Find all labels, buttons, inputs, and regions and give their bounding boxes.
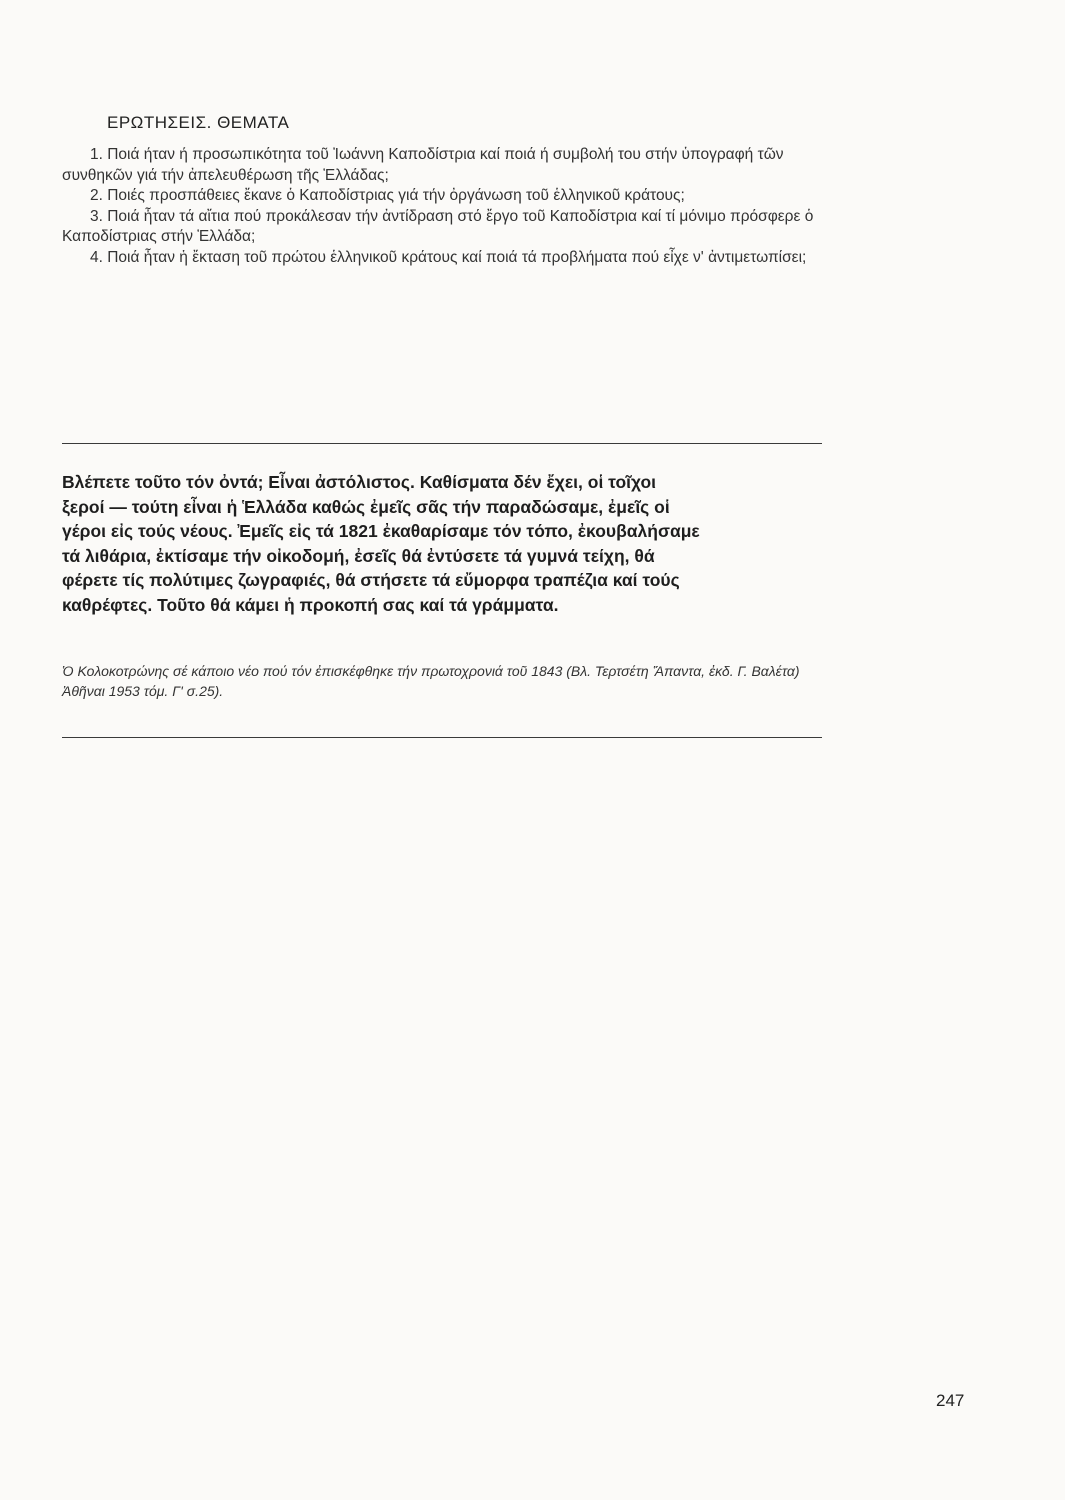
question-item: 4. Ποιά ἦταν ἡ ἔκταση τοῦ πρώτου ἑλληνικοῦ κράτους καί ποιά τά προβλήματα πού εἶχε ν' ἀντιμετωπίσει; [90, 248, 807, 266]
bottom-divider [62, 737, 822, 738]
quote-citation: Ὁ Κολοκοτρώνης σέ κάποιο νέο πού τόν ἐπισκέφθηκε τήν πρωτοχρονιά τοῦ 1843 (Βλ. Τερτσέτη Ἅπαντα, ἐκδ. Γ. Βαλέτα) Ἀθῆναι 1953 τόμ. Γ' σ.25). [62, 663, 800, 699]
top-divider [62, 443, 822, 444]
page-number: 247 [936, 1391, 965, 1410]
question-item: 2. Ποιές προσπάθειες ἔκανε ὁ Καποδίστριας γιά τήν ὀργάνωση τοῦ ἑλληνικοῦ κράτους; [90, 187, 685, 204]
question-list [62, 145, 822, 268]
question-item: 1. Ποιά ήταν ή προσωπικότητα τοῦ Ἰωάννη Καποδίστρια καί ποιά ή συμβολή του στήν ὑπογραφή τῶν συνθηκῶν γιά τήν ἀπελευθέρωση τῆς Ἑλλάδας; [62, 146, 784, 184]
section-heading: ΕΡΩΤΗΣΕΙΣ. ΘΕΜΑΤΑ [107, 113, 290, 132]
question-item: 3. Ποιά ἦταν τά αἴτια πού προκάλεσαν τήν ἀντίδραση στό ἔργο τοῦ Καποδίστρια καί τί μόνιμο πρόσφερε ὁ Καποδίστριας στήν Ἑλλάδα; [62, 207, 814, 245]
kolokotronis-quote: Βλέπετε τοῦτο τόν ὀντά; Εἶναι ἀστόλιστος. Καθίσματα δέν ἔχει, οἱ τοῖχοι ξεροί — τούτη εἶναι ἡ Ἑλλάδα καθώς ἐμεῖς σᾶς τήν παραδώσαμε, ἐμεῖς οἱ γέροι εἰς τούς νέους. Ἐμεῖς εἰς τά 1821 ἐκαθαρίσαμε τόν τόπο, ἐκουβαλήσαμε τά λιθάρια, ἐκτίσαμε τήν οἰκοδομή, ἐσεῖς θά ἐντύσετε τά γυμνά τείχη, θά φέρετε τίς πολύτιμες ζωγραφιές, θά στήσετε τά εὔμορφα τραπέζια καί τούς καθρέφτες. Τοῦτο θά κάμει ἡ προκοπή σας καί τά γράμματα. [62, 472, 700, 615]
